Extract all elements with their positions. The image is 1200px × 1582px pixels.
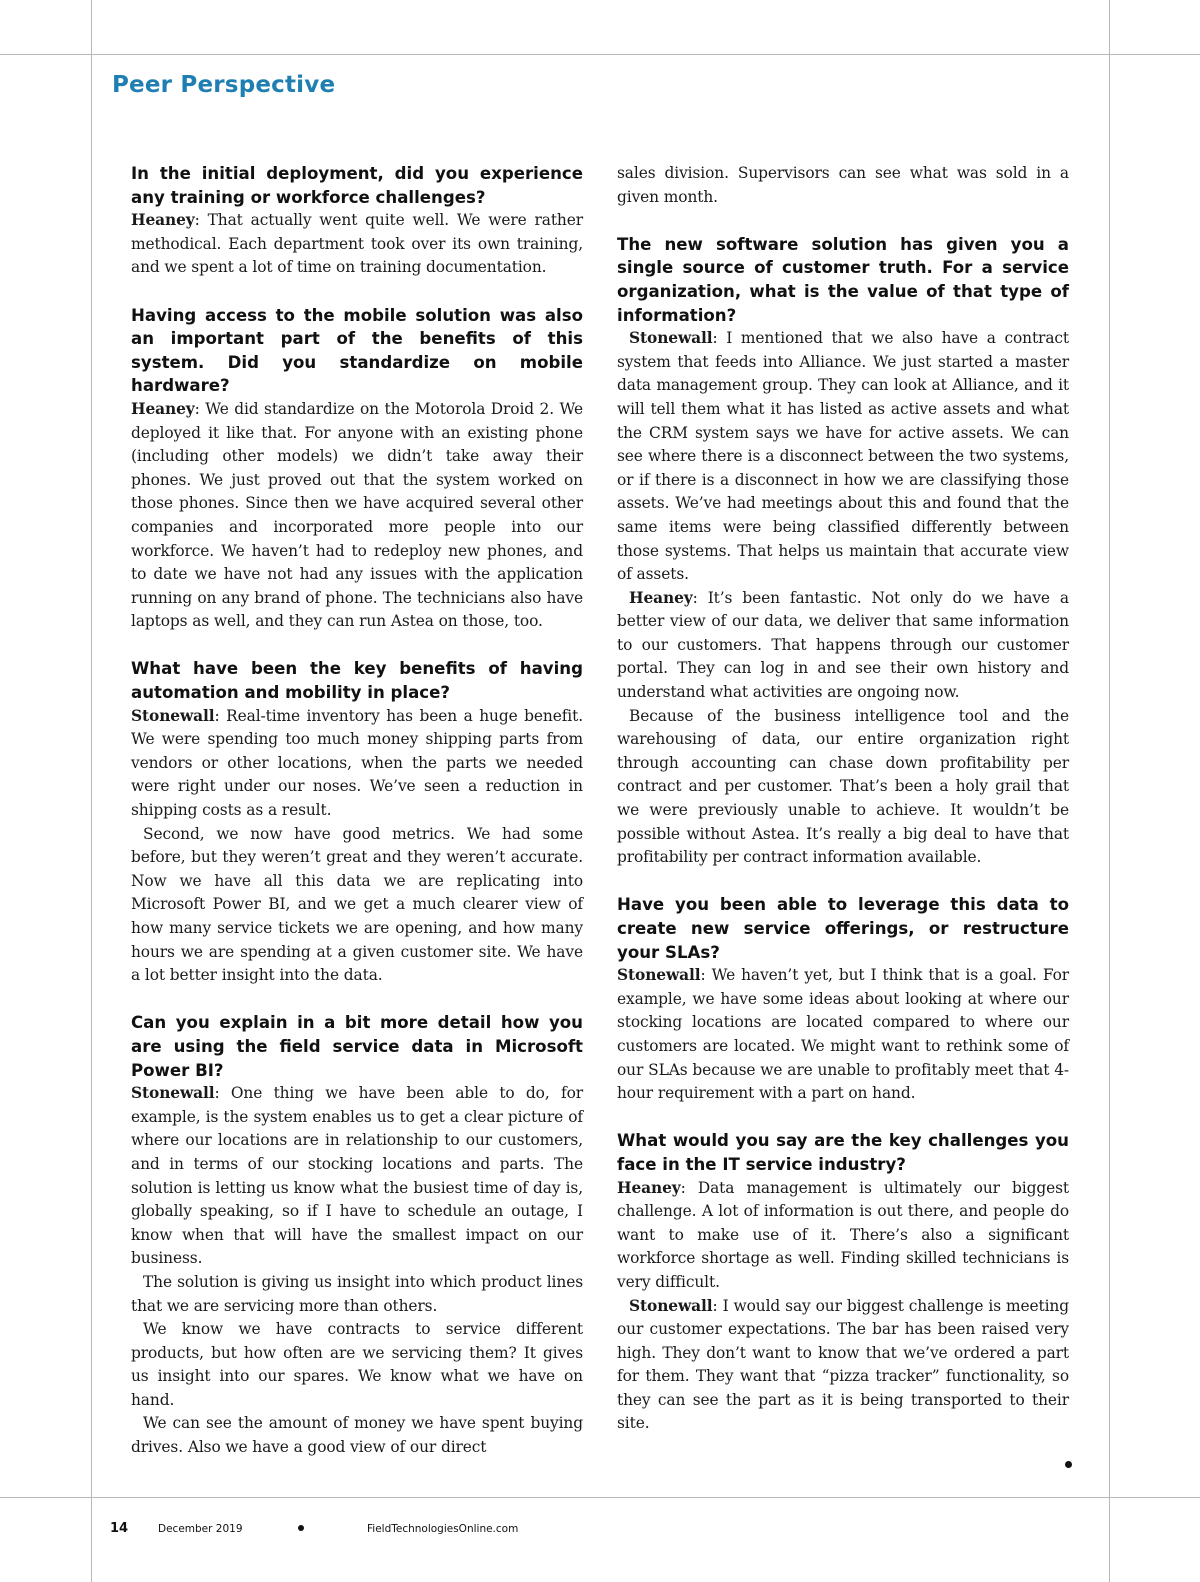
answer-paragraph bbox=[617, 327, 1069, 587]
speaker-name: Heaney bbox=[131, 211, 195, 230]
end-of-article-bullet bbox=[1065, 1461, 1072, 1468]
answer-paragraph bbox=[617, 964, 1069, 1106]
speaker-name: Heaney bbox=[131, 399, 195, 418]
answer-text: : We haven’t yet, but I think that is a goal. For example, we have some ideas about looking at where our stocking locations are located compared to where our customers are located. We might want to rethink some of our SLAs because we are unable to profitably meet that 4-hour requirement with a part on hand. bbox=[617, 966, 1069, 1103]
answer-text: : Real-time inventory has been a huge benefit. We were spending too much money shipping parts from vendors or other locations, when the parts we needed were right under our noses. We’ve seen a reduction in shipping costs as a result. bbox=[131, 706, 583, 820]
question-heading: Having access to the mobile solution was also an important part of the benefits of this system. Did you standardize on mobile hardware? bbox=[131, 305, 583, 396]
answer-paragraph bbox=[131, 1082, 583, 1271]
article-column-right bbox=[617, 162, 1069, 1436]
question-heading: Can you explain in a bit more detail how you are using the field service data in Microsoft Power BI? bbox=[131, 1013, 583, 1080]
section-title: Peer Perspective bbox=[112, 72, 336, 98]
answer-paragraph bbox=[617, 1295, 1069, 1437]
speaker-name: Stonewall bbox=[617, 966, 701, 985]
speaker-name: Stonewall bbox=[629, 329, 713, 348]
answer-paragraph: sales division. Supervisors can see what was sold in a given month. bbox=[617, 164, 1069, 206]
website-link[interactable]: FieldTechnologiesOnline.com bbox=[367, 1523, 519, 1535]
issue-date: December 2019 bbox=[158, 1523, 243, 1535]
page-number: 14 bbox=[110, 1521, 129, 1536]
speaker-name: Heaney bbox=[617, 1178, 681, 1197]
crop-line-left bbox=[91, 0, 92, 1582]
crop-line-bottom bbox=[0, 1497, 1200, 1498]
answer-paragraph: We can see the amount of money we have spent buying drives. Also we have a good view of our direct bbox=[131, 1414, 583, 1457]
speaker-name: Stonewall bbox=[131, 1084, 215, 1103]
answer-text: : I mentioned that we also have a contract system that feeds into Alliance. We just started a master data management group. They can look at Alliance, and it will tell them what it has listed as active assets and what the CRM system says we have for active assets. We can see where there is a disconnect between the two systems, or if there is a disconnect in how we are classifying those assets. We’ve had meetings about this and found that the same items were being classified differently between those systems. That helps us maintain that accurate view of assets. bbox=[617, 329, 1069, 584]
question-heading: What would you say are the key challenges you face in the IT service industry? bbox=[617, 1131, 1069, 1174]
answer-paragraph bbox=[131, 705, 583, 823]
answer-text: : I would say our biggest challenge is meeting our customer expectations. The bar has been raised very high. They don’t want to know that we’ve ordered a part for them. They want that “pizza tracker” functionality, so they can see the part as it is being transported to their site. bbox=[617, 1296, 1069, 1433]
speaker-name: Stonewall bbox=[131, 706, 215, 725]
speaker-name: Heaney bbox=[629, 588, 693, 607]
question-heading: Have you been able to leverage this data to create new service offerings, or restructure your SLAs? bbox=[617, 895, 1069, 962]
answer-paragraph bbox=[617, 587, 1069, 705]
question-heading: The new software solution has given you a single source of customer truth. For a service organization, what is the value of that type of information? bbox=[617, 234, 1069, 325]
answer-text: : Data management is ultimately our biggest challenge. A lot of information is out there, and people do want to make use of it. There’s also a significant workforce shortage as well. Finding skilled technicians is very difficult. bbox=[617, 1178, 1069, 1291]
answer-paragraph bbox=[131, 398, 583, 634]
answer-text: : We did standardize on the Motorola Droid 2. We deployed it like that. For anyone with an existing phone (including other models) we didn’t take away their phones. We just proved out that the system worked on those phones. Since then we have acquired several other companies and incorporated more people into our workforce. We haven’t had to redeploy new phones, and to date we have not had any issues with the application running on any brand of phone. The technicians also have laptops as well, and they can run Astea on those, too. bbox=[131, 399, 583, 631]
page-footer bbox=[0, 1521, 1200, 1541]
speaker-name: Stonewall bbox=[629, 1296, 713, 1315]
answer-paragraph: We know we have contracts to service different products, but how often are we servicing them? It gives us insight into our spares. We know what we have on hand. bbox=[131, 1320, 583, 1409]
crop-line-top bbox=[0, 54, 1200, 55]
answer-paragraph bbox=[617, 1177, 1069, 1295]
article-column-left bbox=[131, 162, 583, 1460]
answer-paragraph: Second, we now have good metrics. We had some before, but they weren’t great and they weren’t accurate. Now we have all this data we are replicating into Microsoft Power BI, and we get a much clearer view of how many service tickets we are opening, and how many hours we are spending at a given customer site. We have a lot better insight into the data. bbox=[131, 824, 583, 985]
answer-paragraph: The solution is giving us insight into which product lines that we are servicing more than others. bbox=[131, 1272, 583, 1315]
answer-text: : One thing we have been able to do, for example, is the system enables us to get a clear picture of where our locations are in relationship to our customers, and in terms of our stocking locations and parts. The solution is letting us know what the busiest time of day is, globally speaking, so if I have to schedule an outage, I know when that will have the smallest impact on our business. bbox=[131, 1084, 583, 1268]
crop-line-right bbox=[1109, 0, 1110, 1582]
question-heading: In the initial deployment, did you experience any training or workforce challenges? bbox=[131, 164, 583, 207]
answer-paragraph bbox=[131, 209, 583, 280]
answer-text: : That actually went quite well. We were rather methodical. Each department took over its own training, and we spent a lot of time on training documentation. bbox=[131, 211, 583, 277]
question-heading: What have been the key benefits of having automation and mobility in place? bbox=[131, 659, 583, 703]
footer-bullet bbox=[298, 1525, 304, 1531]
answer-text: : It’s been fantastic. Not only do we have a better view of our data, we deliver that same information to our customers. That happens through our customer portal. They can log in and see their own history and understand what activities are ongoing now. bbox=[617, 588, 1069, 702]
answer-paragraph: Because of the business intelligence tool and the warehousing of data, our entire organization right through accounting can chase down profitability per contract and per customer. That’s been a holy grail that we were previously unable to achieve. It wouldn’t be possible without Astea. It’s really a big deal to have that profitability per contract information available. bbox=[617, 706, 1069, 867]
